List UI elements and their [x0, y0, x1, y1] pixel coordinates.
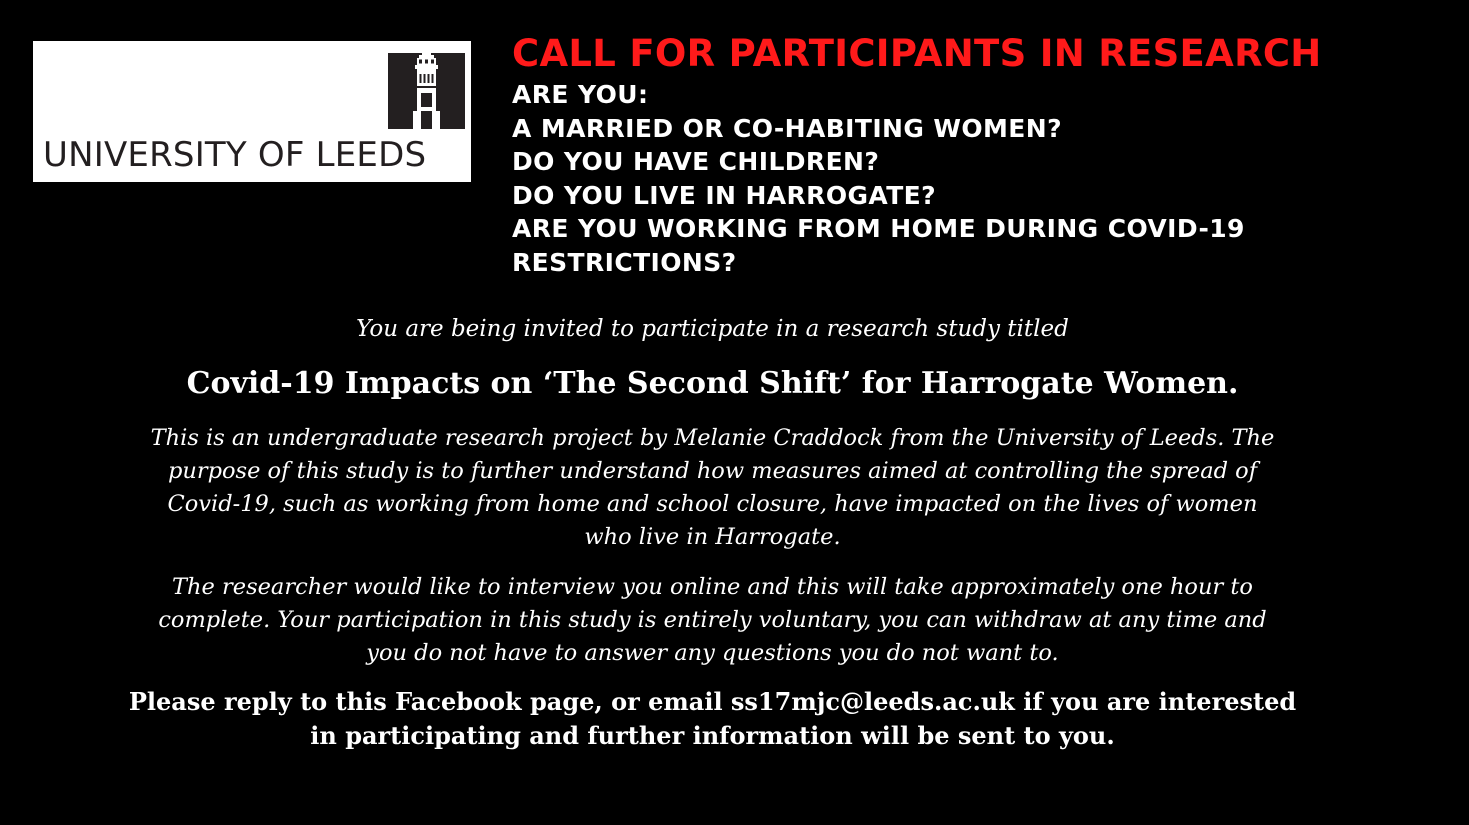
question-restrictions: RESTRICTIONS? [512, 247, 737, 277]
interview-details [100, 571, 1325, 670]
interview-line: complete. Your participation in this study is entirely voluntary, you can withdraw at any time and [158, 607, 1267, 633]
logo-wordmark: UNIVERSITY OF LEEDS [43, 135, 427, 175]
question-children: DO YOU HAVE CHILDREN? [512, 147, 880, 176]
reply-line: Please reply to this Facebook page, or email ss17mjc@leeds.ac.uk if you are interested [128, 687, 1297, 716]
interview-line: you do not have to answer any questions you do not want to. [366, 640, 1059, 666]
description-line: This is an undergraduate research project by Melanie Craddock from the University of Leeds. The [150, 425, 1275, 451]
university-logo [33, 41, 471, 182]
question-are-you: ARE YOU: [512, 80, 649, 109]
invite-text: You are being invited to participate in a research study titled [356, 316, 1069, 342]
reply-instructions [100, 685, 1325, 753]
study-title: Covid-19 Impacts on ‘The Second Shift’ for Harrogate Women. [186, 366, 1239, 401]
project-description [100, 422, 1325, 554]
description-line: who live in Harrogate. [584, 524, 841, 550]
description-line: purpose of this study is to further understand how measures aimed at controlling the spread of [167, 458, 1258, 484]
question-harrogate: DO YOU LIVE IN HARROGATE? [512, 180, 937, 210]
headline: CALL FOR PARTICIPANTS IN RESEARCH [512, 32, 1322, 75]
question-working-from-home: ARE YOU WORKING FROM HOME DURING COVID-19 [512, 214, 1245, 243]
interview-line: The researcher would like to interview you online and this will take approximately one hour to [172, 574, 1253, 600]
parkinson-tower-icon [388, 53, 465, 129]
question-married: A MARRIED OR CO-HABITING WOMEN? [512, 113, 1062, 143]
header [512, 30, 1442, 279]
description-line: Covid-19, such as working from home and school closure, have impacted on the lives of women [167, 491, 1258, 517]
reply-line: in participating and further information will be sent to you. [310, 721, 1115, 750]
